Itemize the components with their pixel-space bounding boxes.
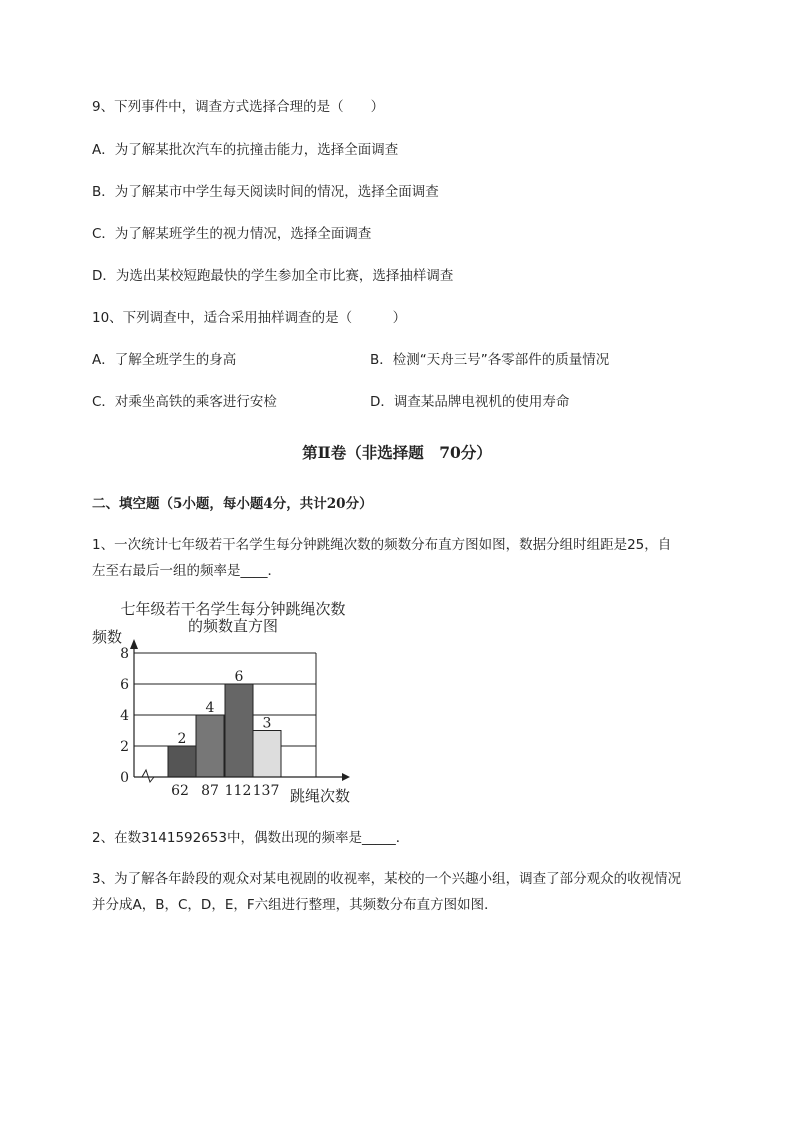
- bar-value-label: 3: [262, 715, 272, 732]
- x-axis-arrow-icon: [342, 773, 350, 781]
- q9-option-a: A．为了解某批次汽车的抗撞击能力，选择全面调查: [92, 142, 399, 158]
- bar-value-label: 2: [177, 731, 187, 747]
- q9-option-d: D．为选出某校短跑最快的学生参加全市比赛，选择抽样调查: [92, 268, 454, 284]
- q10-option-a: A．了解全班学生的身高: [92, 352, 237, 368]
- fill-q1-line2: 左至右最后一组的频率是____．: [92, 563, 281, 579]
- fill-q3-line1: 3、为了解各年龄段的观众对某电视剧的收视率，某校的一个兴趣小组，调查了部分观众的收视情况: [92, 871, 682, 887]
- x-tick-label: 137: [252, 783, 280, 799]
- fill-q2: 2、在数3141592653中，偶数出现的频率是_____．: [92, 830, 410, 846]
- fill-q1-line1: 1、一次统计七年级若干名学生每分钟跳绳次数的频数分布直方图如图，数据分组时组距是25，自: [92, 537, 672, 553]
- q10-stem: 10、下列调查中，适合采用抽样调查的是（ ）: [92, 310, 407, 326]
- x-tick-label: 112: [224, 783, 252, 799]
- histogram-bar: [168, 746, 196, 777]
- fill-q3-line2: 并分成A，B，C，D，E，F六组进行整理，其频数分布直方图如图．: [92, 897, 498, 913]
- y-tick-label: 4: [120, 708, 129, 724]
- chart-title: 七年级若干名学生每分钟跳绳次数: [120, 600, 346, 618]
- q9-stem: 9、下列事件中，调查方式选择合理的是（ ）: [92, 99, 385, 115]
- q9-option-c: C．为了解某班学生的视力情况，选择全面调查: [92, 226, 372, 242]
- histogram-bar: [225, 684, 253, 777]
- y-tick-label: 6: [120, 677, 129, 693]
- y-axis-arrow-icon: [130, 639, 138, 649]
- q10-option-d: D．调查某品牌电视机的使用寿命: [370, 394, 570, 410]
- q10-option-c: C．对乘坐高铁的乘客进行安检: [92, 394, 277, 410]
- chart-subtitle: 的频数直方图: [187, 617, 279, 635]
- q9-option-b: B．为了解某市中学生每天阅读时间的情况，选择全面调查: [92, 184, 439, 200]
- y-tick-label: 0: [120, 770, 129, 786]
- fill-q1: [92, 532, 742, 584]
- bar-value-label: 4: [205, 700, 215, 716]
- y-axis-label: 频数: [92, 628, 123, 646]
- histogram-bar: [253, 731, 281, 778]
- histogram-bar: [196, 715, 224, 777]
- histogram-chart: [88, 596, 388, 808]
- x-tick-label: 87: [201, 783, 219, 799]
- fill-section-title: 二、填空题（5小题，每小题4分，共计20分）: [92, 496, 373, 512]
- x-tick-label: 62: [171, 783, 189, 799]
- q10-option-b: B．检测“天舟三号”各零部件的质量情况: [370, 352, 610, 368]
- fill-q3: [92, 866, 742, 918]
- y-tick-label: 8: [120, 646, 129, 662]
- x-axis-label: 跳绳次数: [290, 787, 351, 805]
- bar-value-label: 6: [234, 669, 244, 685]
- y-tick-label: 2: [120, 739, 129, 755]
- part2-title: 第Ⅱ卷（非选择题 70分）: [302, 443, 492, 462]
- axis-break-icon: [142, 770, 154, 782]
